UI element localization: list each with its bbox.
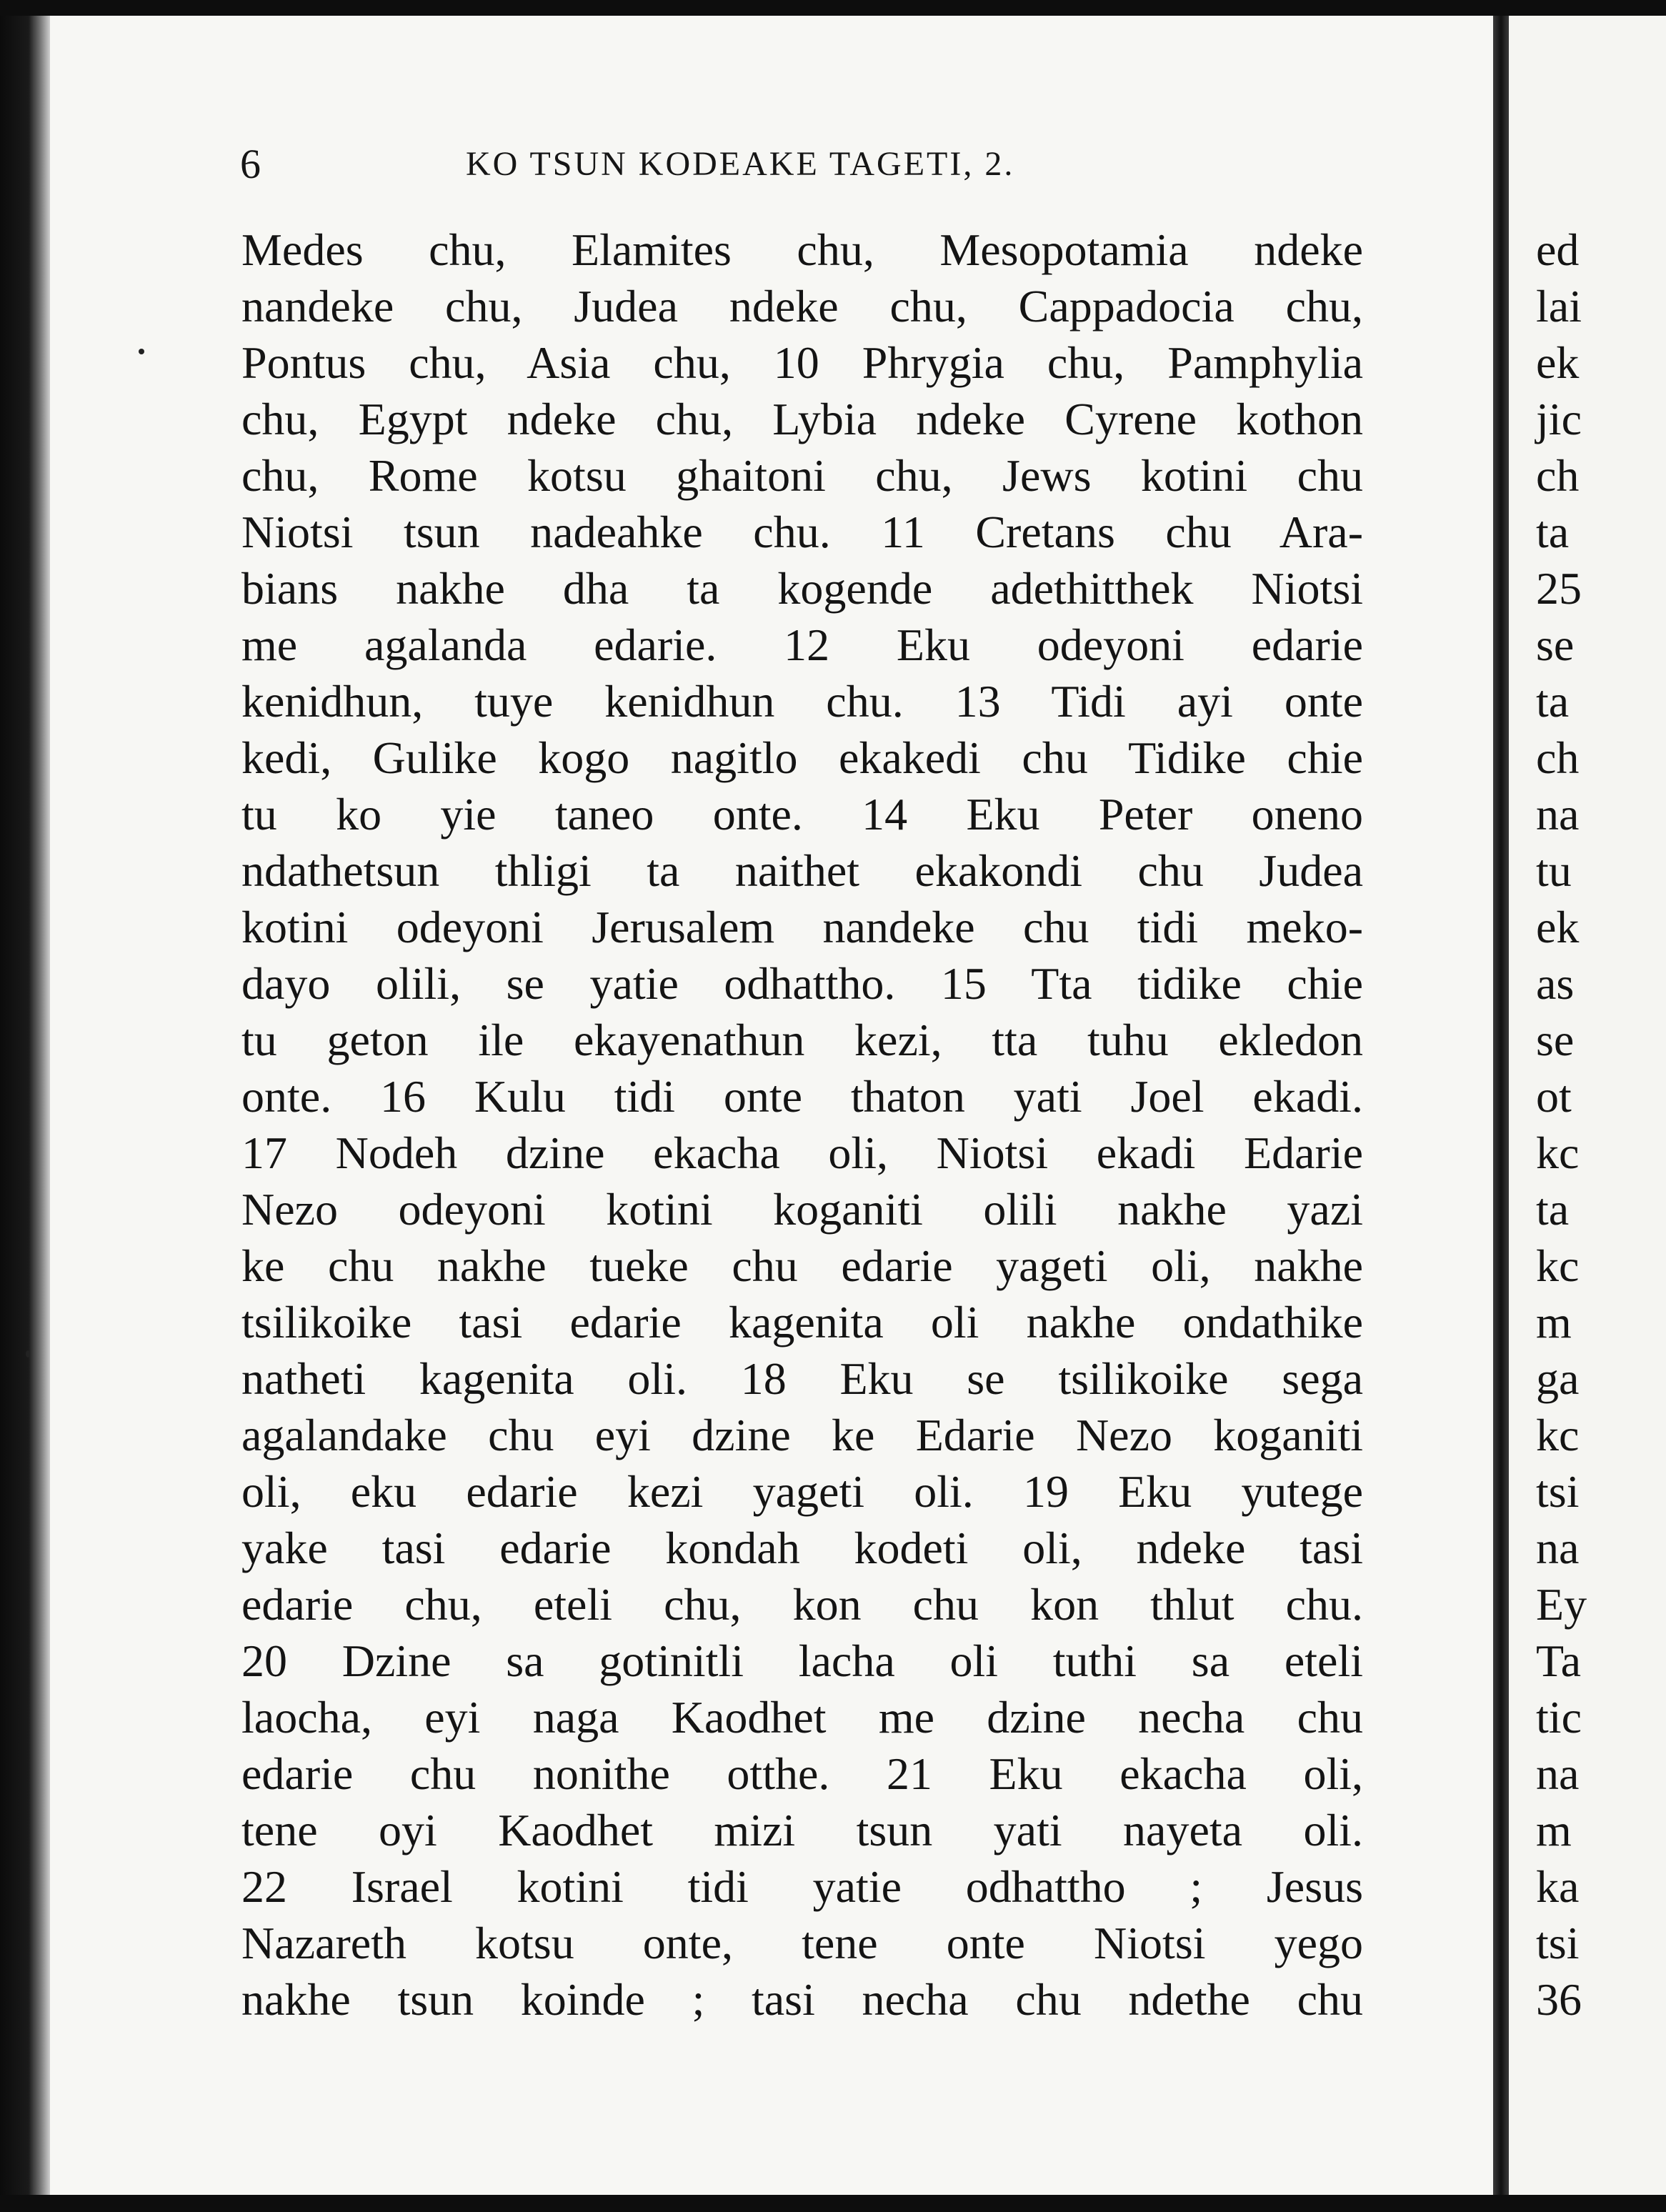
facing-page-line: ta (1536, 1184, 1570, 1235)
text-line: 20 Dzine sa gotinitli lacha oli tuthi sa eteli (241, 1635, 1363, 1686)
text-line: onte. 16 Kulu tidi onte thaton yati Joel ekadi. (241, 1071, 1363, 1122)
facing-page-line: jic (1536, 394, 1582, 444)
text-line: Nazareth kotsu onte, tene onte Niotsi yego (241, 1918, 1363, 1968)
text-line: tene oyi Kaodhet mizi tsun yati nayeta oli. (241, 1805, 1363, 1855)
text-line: edarie chu, eteli chu, kon chu kon thlut chu. (241, 1579, 1363, 1630)
body-text (241, 221, 1363, 2028)
text-line: nandeke chu, Judea ndeke chu, Cappadocia chu, (241, 281, 1363, 332)
scan-edge-top (0, 0, 1666, 16)
text-line: ndathetsun thligi ta naithet ekakondi chu Judea (241, 845, 1363, 896)
facing-page-line: lai (1536, 281, 1582, 332)
text-line: nakhe tsun koinde ; tasi necha chu ndethe chu (241, 1974, 1363, 2025)
text-line: me agalanda edarie. 12 Eku odeyoni edarie (241, 619, 1363, 670)
facing-page-line: se (1536, 619, 1575, 670)
text-line: 22 Israel kotini tidi yatie odhattho ; Jesus (241, 1861, 1363, 1912)
text-line: chu, Rome kotsu ghaitoni chu, Jews kotini chu (241, 450, 1363, 501)
facing-page-line: na (1536, 789, 1580, 840)
text-line: Medes chu, Elamites chu, Mesopotamia ndeke (241, 224, 1363, 275)
facing-page-line: na (1536, 1523, 1580, 1573)
facing-page-line: as (1536, 958, 1575, 1009)
text-line: edarie chu nonithe otthe. 21 Eku ekacha oli, (241, 1748, 1363, 1799)
facing-page-line: ga (1536, 1353, 1580, 1404)
facing-page-line: ka (1536, 1861, 1580, 1912)
text-line: Pontus chu, Asia chu, 10 Phrygia chu, Pamphylia (241, 337, 1363, 388)
facing-page-line: ch (1536, 732, 1580, 783)
page-number: 6 (240, 141, 261, 187)
facing-page-line: 25 (1536, 563, 1582, 614)
scan-edge-left (0, 0, 50, 2212)
facing-page (1509, 16, 1666, 2195)
facing-page-line: tic (1536, 1692, 1582, 1743)
text-line: natheti kagenita oli. 18 Eku se tsilikoike sega (241, 1353, 1363, 1404)
facing-page-line: na (1536, 1748, 1580, 1799)
text-line: oli, eku edarie kezi yageti oli. 19 Eku yutege (241, 1466, 1363, 1517)
text-line: agalandake chu eyi dzine ke Edarie Nezo koganiti (241, 1410, 1363, 1460)
text-line: tsilikoike tasi edarie kagenita oli nakhe ondathike (241, 1297, 1363, 1347)
text-line: bians nakhe dha ta kogende adethitthek Niotsi (241, 563, 1363, 614)
text-line: ke chu nakhe tueke chu edarie yageti oli, nakhe (241, 1240, 1363, 1291)
text-line: dayo olili, se yatie odhattho. 15 Tta tidike chie (241, 958, 1363, 1009)
facing-page-fragments (1536, 221, 1587, 2028)
facing-page-line: 36 (1536, 1974, 1582, 2025)
text-line: kedi, Gulike kogo nagitlo ekakedi chu Tidike chie (241, 732, 1363, 783)
facing-page-line: tu (1536, 845, 1572, 896)
running-head (240, 136, 1362, 193)
book-gutter (1493, 0, 1509, 2212)
facing-page-line: kc (1536, 1240, 1580, 1291)
facing-page-line: m (1536, 1805, 1572, 1855)
facing-page-line: ek (1536, 902, 1580, 952)
facing-page-line: ta (1536, 507, 1570, 557)
text-line: kenidhun, tuye kenidhun chu. 13 Tidi ayi onte (241, 676, 1363, 727)
scan-edge-bottom (0, 2195, 1666, 2212)
text-line: Niotsi tsun nadeahke chu. 11 Cretans chu Ara- (241, 507, 1363, 557)
text-line: tu geton ile ekayenathun kezi, tta tuhu ekledon (241, 1015, 1363, 1065)
text-line: chu, Egypt ndeke chu, Lybia ndeke Cyrene kothon (241, 394, 1363, 444)
facing-page-line: ch (1536, 450, 1580, 501)
facing-page-line: ek (1536, 337, 1580, 388)
facing-page-line: ot (1536, 1071, 1572, 1122)
facing-page-line: tsi (1536, 1466, 1580, 1517)
facing-page-line: ta (1536, 676, 1570, 727)
text-line: laocha, eyi naga Kaodhet me dzine necha chu (241, 1692, 1363, 1743)
text-line: 17 Nodeh dzine ekacha oli, Niotsi ekadi Edarie (241, 1127, 1363, 1178)
facing-page-line: se (1536, 1015, 1575, 1065)
facing-page-line: kc (1536, 1127, 1580, 1178)
facing-page-line: Ta (1536, 1635, 1582, 1686)
facing-page-line: m (1536, 1297, 1572, 1347)
facing-page-line: Ey (1536, 1579, 1587, 1630)
text-line: Nezo odeyoni kotini koganiti olili nakhe yazi (241, 1184, 1363, 1235)
text-line: tu ko yie taneo onte. 14 Eku Peter oneno (241, 789, 1363, 840)
text-line: yake tasi edarie kondah kodeti oli, ndeke tasi (241, 1523, 1363, 1573)
scan-speck (26, 1350, 30, 1357)
scan-speck (139, 349, 144, 354)
facing-page-line: tsi (1536, 1918, 1580, 1968)
running-head-title: KO TSUN KODEAKE TAGETI, 2. (466, 145, 1015, 183)
text-line: kotini odeyoni Jerusalem nandeke chu tidi meko- (241, 902, 1363, 952)
facing-page-line: kc (1536, 1410, 1580, 1460)
facing-page-line: ed (1536, 224, 1580, 275)
